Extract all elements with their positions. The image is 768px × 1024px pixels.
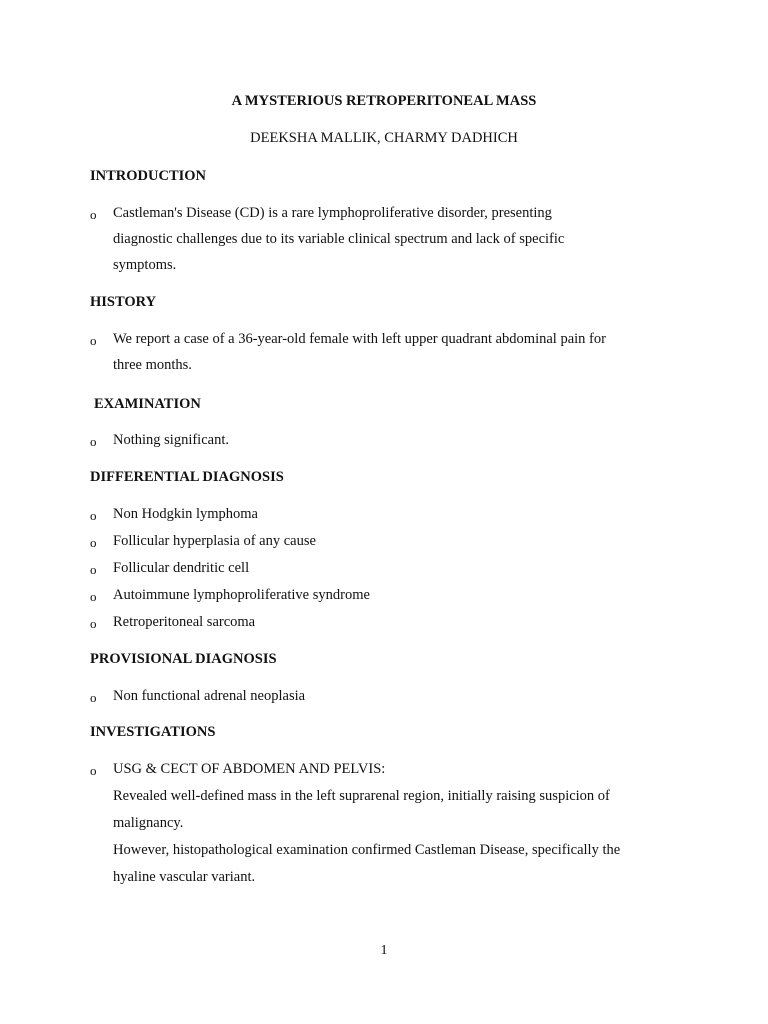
heading-differential-diagnosis: DIFFERENTIAL DIAGNOSIS	[90, 469, 284, 485]
bullet-marker: o	[90, 535, 97, 550]
differential-item: Follicular dendritic cell	[113, 560, 250, 576]
introduction-line: symptoms.	[113, 257, 177, 273]
investigations-line: malignancy.	[113, 815, 184, 831]
heading-provisional-diagnosis: PROVISIONAL DIAGNOSIS	[90, 651, 277, 667]
differential-item: Autoimmune lymphoproliferative syndrome	[113, 587, 370, 603]
investigations-line: Revealed well-defined mass in the left suprarenal region, initially raising suspicion of	[113, 788, 610, 804]
history-line: three months.	[113, 357, 192, 373]
bullet-marker: o	[90, 616, 97, 631]
investigations-line: hyaline vascular variant.	[113, 869, 256, 885]
bullet-marker: o	[90, 207, 97, 222]
investigations-line: USG & CECT OF ABDOMEN AND PELVIS:	[113, 761, 386, 777]
history-line: We report a case of a 36-year-old female with left upper quadrant abdominal pain for	[113, 331, 606, 347]
heading-history: HISTORY	[90, 294, 157, 310]
bullet-marker: o	[90, 434, 97, 449]
examination-line: Nothing significant.	[113, 432, 229, 448]
bullet-marker: o	[90, 562, 97, 577]
bullet-marker: o	[90, 763, 97, 778]
introduction-line: diagnostic challenges due to its variable clinical spectrum and lack of specific	[113, 231, 565, 247]
bullet-marker: o	[90, 333, 97, 348]
provisional-item: Non functional adrenal neoplasia	[113, 688, 306, 704]
heading-investigations: INVESTIGATIONS	[90, 724, 216, 740]
document-title: A MYSTERIOUS RETROPERITONEAL MASS	[231, 93, 537, 109]
document-authors: DEEKSHA MALLIK, CHARMY DADHICH	[250, 130, 518, 146]
introduction-line: Castleman's Disease (CD) is a rare lymphoproliferative disorder, presenting	[113, 205, 552, 221]
bullet-marker: o	[90, 690, 97, 705]
bullet-marker: o	[90, 508, 97, 523]
heading-examination: EXAMINATION	[94, 396, 201, 412]
page-number: 1	[380, 943, 388, 958]
differential-item: Retroperitoneal sarcoma	[113, 614, 256, 630]
bullet-marker: o	[90, 589, 97, 604]
differential-item: Follicular hyperplasia of any cause	[113, 533, 316, 549]
investigations-line: However, histopathological examination confirmed Castleman Disease, specifically the	[113, 842, 621, 858]
differential-item: Non Hodgkin lymphoma	[113, 506, 258, 522]
heading-introduction: INTRODUCTION	[90, 168, 207, 184]
